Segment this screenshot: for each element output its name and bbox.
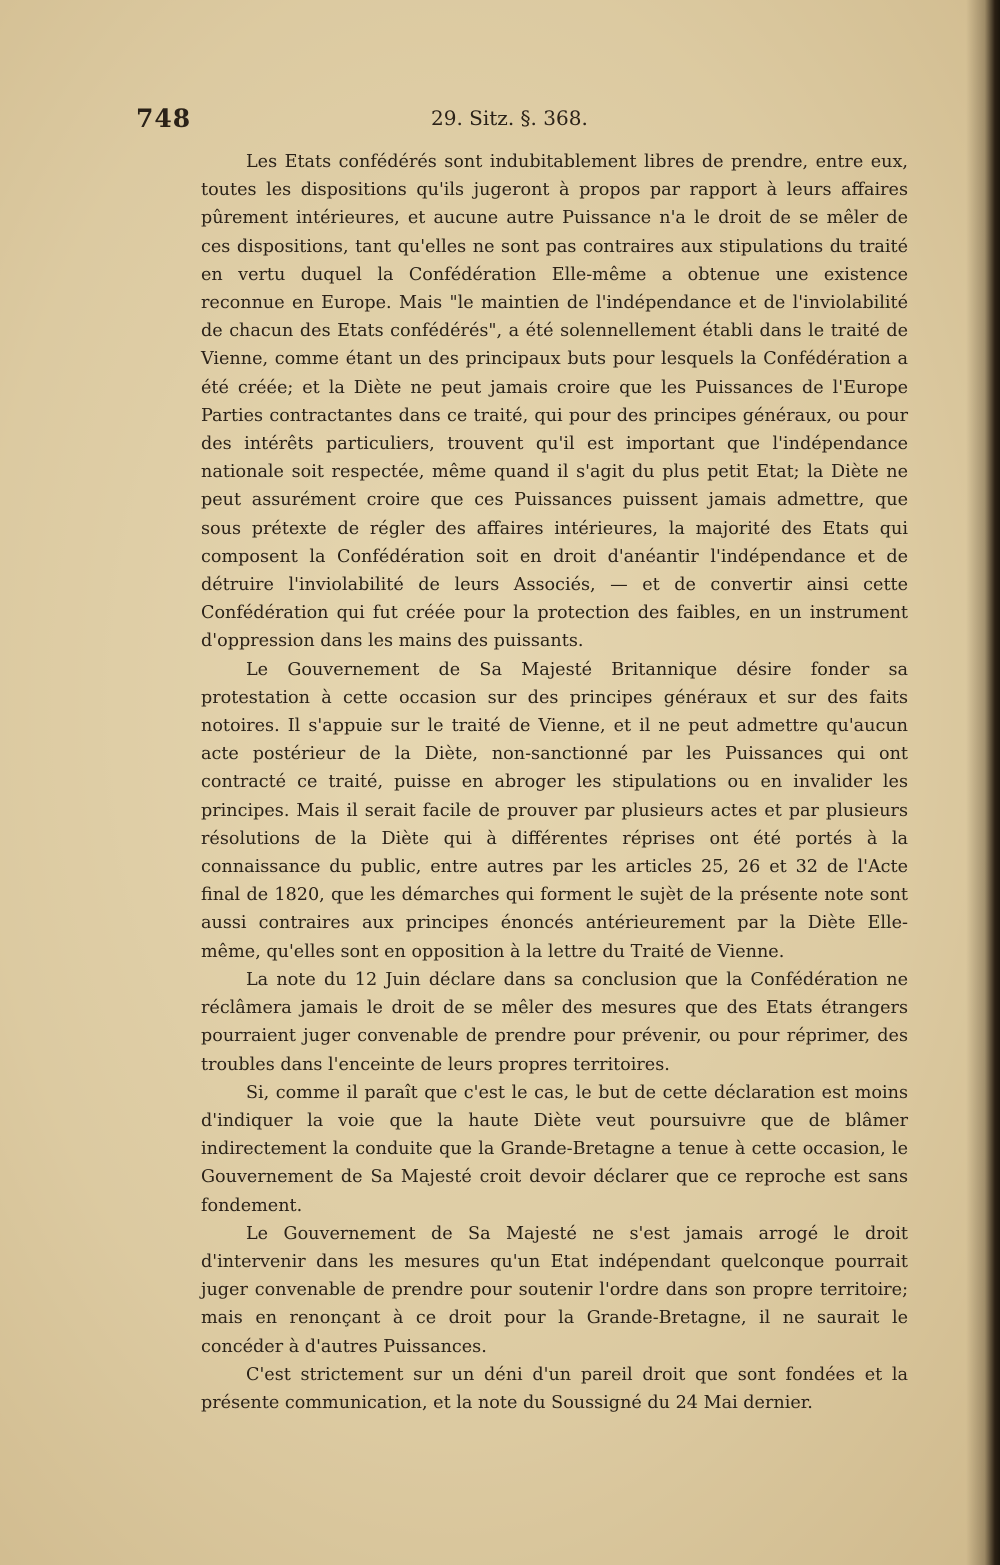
- running-head: 29. Sitz. §. 368.: [431, 106, 588, 130]
- paragraph-6: C'est strictement sur un déni d'un pareil droit que sont fondées et la présente communication, et la note du Soussigné du 24 Mai dernier.: [201, 1364, 908, 1413]
- paragraph-2: Le Gouvernement de Sa Majesté Britannique désire fonder sa protestation à cette occasion sur des principes généraux et sur des faits notoires. Il s'appuie sur le traité de Vienne, et il ne peut admettre qu'aucun acte postérieur de la Diète, non-sanctionné par les Puissances qui ont contracté ce traité, puisse en abroger les stipulations ou en invalider les principes. Mais il serait facile de prouver par plusieurs actes et par plusieurs résolutions de la Diète qui à différentes réprises ont été portés à la connaissance du public, entre autres par les articles 25, 26 et 32 de l'Acte final de 1820, que les démarches qui forment le sujèt de la présente note sont aussi contraires aux principes énoncés antérieurement par la Diète Elle-même, qu'elles sont en opposition à la lettre du Traité de Vienne.: [201, 659, 908, 962]
- paragraph-1: Les Etats confédérés sont indubitablement libres de prendre, entre eux, toutes les dispositions qu'ils jugeront à propos par rapport à leurs affaires pûrement intérieures, et aucune autre Puissance n'a le droit de se mêler de ces dispositions, tant qu'elles ne sont pas contraires aux stipulations du traité en vertu duquel la Confédération Elle-même a obtenue une existence reconnue en Europe. Mais "le maintien de l'indépendance et de l'inviolabilité de chacun des Etats confédérés", a été solennellement établi dans le traité de Vienne, comme étant un des principaux buts pour lesquels la Confédération a été créée; et la Diète ne peut jamais croire que les Puissances de l'Europe Parties contractantes dans ce traité, qui pour des principes généraux, ou pour des intérêts particuliers, trouvent qu'il est important que l'indépendance nationale soit respectée, même quand il s'agit du plus petit Etat; la Diète ne peut assurément croire que ces Puissances puissent jamais admettre, que sous prétexte de régler des affaires intérieures, la majorité des Etats qui composent la Confédération soit en droit d'anéantir l'indépendance et de détruire l'inviolabilité de leurs Associés, — et de convertir ainsi cette Confédération qui fut créée pour la protection des faibles, en un instrument d'oppression dans les mains des puissants.: [201, 152, 908, 652]
- paragraph-4: Si, comme il paraît que c'est le cas, le but de cette déclaration est moins d'indiquer la voie que la haute Diète veut poursuivre que de blâmer indirectement la conduite que la Grande-Bretagne a tenue à cette occasion, le Gouvernement de Sa Majesté croit devoir déclarer que ce reproche est sans fondement.: [201, 1082, 908, 1216]
- paragraph-3: La note du 12 Juin déclare dans sa conclusion que la Confédération ne réclâmera jamais le droit de se mêler des mesures que des Etats étrangers pourraient juger convenable de prendre pour prévenir, ou pour réprimer, des troubles dans l'enceinte de leurs propres territoires.: [201, 969, 908, 1075]
- body-text: [201, 148, 908, 1417]
- page-number: 748: [136, 104, 192, 133]
- page-header: [136, 104, 916, 140]
- paragraph-5: Le Gouvernement de Sa Majesté ne s'est jamais arrogé le droit d'intervenir dans les mesures qu'un Etat indépendant quelconque pourrait juger convenable de prendre pour soutenir l'ordre dans son propre territoire; mais en renonçant à ce droit pour la Grande-Bretagne, il ne saurait le concéder à d'autres Puissances.: [201, 1223, 908, 1357]
